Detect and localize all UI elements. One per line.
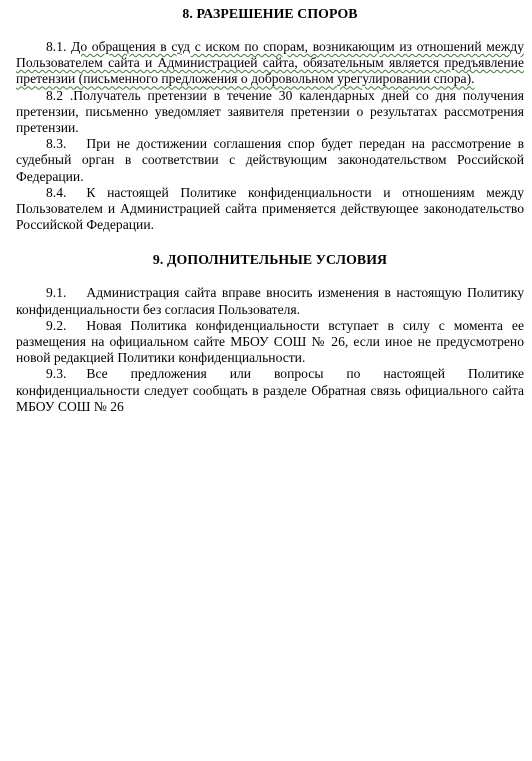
section-8-title: 8. РАЗРЕШЕНИЕ СПОРОВ [182, 6, 358, 21]
paragraph-number: 8.4. [46, 184, 67, 200]
paragraph-9-1 [16, 285, 524, 317]
paragraph-8-4 [16, 185, 524, 234]
section-8-body [16, 39, 524, 233]
paragraph-text: При не достижении соглашения спор будет передан на рассмотрение в судебный орган в соответствии с действующим законодательством Российской Федерации. [16, 136, 524, 184]
section-9-title: 9. ДОПОЛНИТЕЛЬНЫЕ УСЛОВИЯ [152, 252, 388, 268]
paragraph-9-3 [16, 366, 524, 415]
paragraph-8-2 [16, 88, 524, 137]
paragraph-text: Администрация сайта вправе вносить изменения в настоящую Политику конфиденциальности без согласия Пользователя. [16, 285, 524, 317]
section-9-body [16, 285, 524, 415]
paragraph-number: 8.1. [46, 39, 67, 54]
paragraph-text: К настоящей Политике конфиденциальности и отношениям между Пользователем и Администрацией сайта применяется действующее законодательство Российской Федерации. [16, 184, 524, 233]
paragraph-8-3 [16, 136, 524, 185]
paragraph-text: Все предложения или вопросы по настоящей Политике конфиденциальности следует сообщать в разделе Обратная связь официального сайта МБОУ СОШ № 26 [16, 366, 524, 414]
paragraph-number: 9.2. [46, 317, 67, 333]
paragraph-text: До обращения в суд с иском по спорам, возникающим из отношений между Пользователем сайта и Администрацией сайта, обязательным является предъявление претензии (письменного предложения о добровольном урегулировании спора). [16, 39, 524, 87]
paragraph-number: 9.3. [46, 366, 67, 382]
paragraph-8-1 [16, 39, 524, 88]
paragraph-number: 9.1. [46, 285, 67, 301]
paragraph-9-2 [16, 318, 524, 367]
paragraph-number: 8.3. [46, 136, 67, 152]
paragraph-number: 8.2 [46, 87, 63, 103]
paragraph-text: Новая Политика конфиденциальности вступает в силу с момента ее размещения на официальном сайте МБОУ СОШ № 26, если иное не предусмотрено новой редакцией Политики конфиденциальности. [16, 317, 524, 366]
paragraph-text: .Получатель претензии в течение 30 календарных дней со дня получения претензии, письменно уведомляет заявителя претензии о результатах рассмотрения претензии. [16, 87, 524, 136]
